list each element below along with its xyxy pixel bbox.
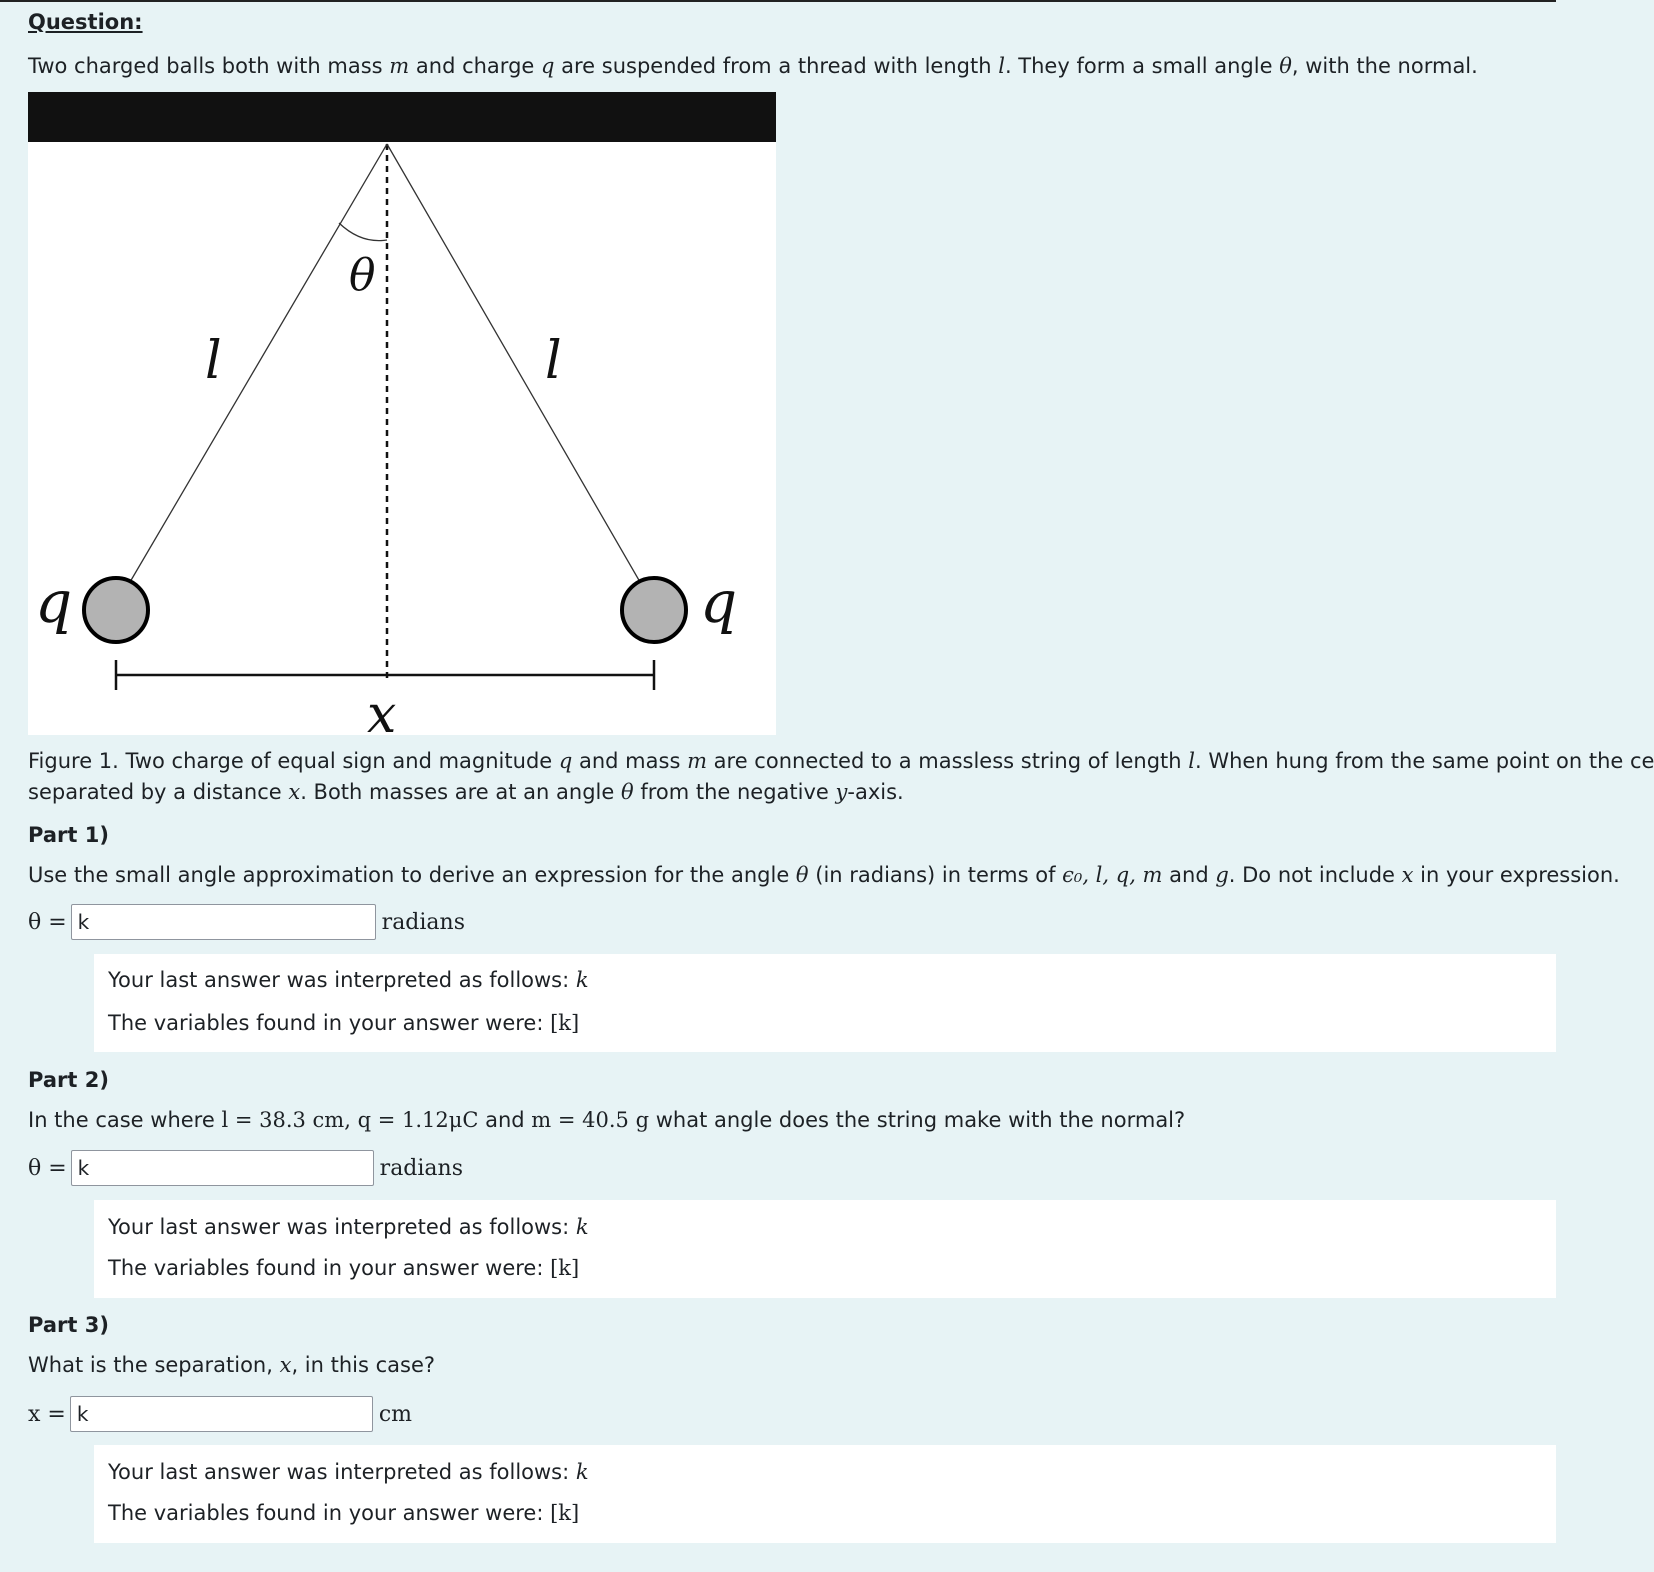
part3-answer-input[interactable] (70, 1396, 373, 1432)
pendulum-diagram (28, 92, 776, 745)
question-heading: Question: (28, 10, 143, 34)
part3-title: Part 3) (28, 1313, 109, 1337)
part1-answer-row (28, 902, 465, 942)
figure-caption-line2: separated by a distance x. Both masses are at an angle θ from the negative y-axis. (28, 780, 904, 804)
label-theta: θ (349, 250, 376, 301)
math-m: m (389, 54, 410, 78)
math-l: l (998, 54, 1005, 78)
ball-right (622, 578, 686, 642)
angle-arc (339, 223, 387, 241)
part3-feedback: Your last answer was interpreted as follows: k The variables found in your answer were: [k] (94, 1445, 1556, 1543)
part1-unit: radians (381, 909, 465, 935)
part1-lhs: θ = (28, 909, 67, 935)
top-border (0, 0, 1556, 2)
ball-left (84, 578, 148, 642)
label-x: x (367, 685, 397, 745)
math-q: q (541, 54, 555, 78)
part2-unit: radians (379, 1155, 463, 1181)
label-l-right: l (545, 331, 562, 391)
part1-answer-input[interactable] (71, 904, 376, 940)
part2-prompt: In the case where l = 38.3 cm, q = 1.12μC and m = 40.5 g what angle does the string make with the normal? (28, 1108, 1186, 1132)
part3-prompt: What is the separation, x, in this case? (28, 1353, 436, 1377)
part1-prompt: Use the small angle approximation to derive an expression for the angle θ (in radians) in terms of ϵ₀, l, q, m and g. Do not include x in your expression. (28, 863, 1620, 887)
figure-pendulum (28, 92, 776, 745)
part2-lhs: θ = (28, 1155, 67, 1181)
question-intro: Two charged balls both with mass m and charge q are suspended from a thread with length l. They form a small angle θ, with the normal. (28, 54, 1478, 78)
part1-title: Part 1) (28, 823, 109, 847)
part2-feedback: Your last answer was interpreted as follows: k The variables found in your answer were: [k] (94, 1200, 1556, 1298)
ceiling (28, 92, 776, 142)
label-l-left: l (205, 331, 222, 391)
part2-answer-row (28, 1148, 463, 1188)
math-theta: θ (1279, 54, 1292, 78)
label-q-left: q (35, 568, 73, 636)
part3-unit: cm (378, 1401, 413, 1427)
string-right (387, 144, 640, 582)
part2-title: Part 2) (28, 1068, 109, 1092)
label-q-right: q (700, 568, 738, 636)
part1-feedback: Your last answer was interpreted as follows: k The variables found in your answer were: [k] (94, 954, 1556, 1052)
part3-lhs: x = (28, 1401, 66, 1427)
part2-answer-input[interactable] (71, 1150, 374, 1186)
part3-answer-row (28, 1394, 412, 1434)
string-left (130, 144, 387, 582)
figure-caption-line1: Figure 1. Two charge of equal sign and magnitude q and mass m are connected to a massless string of length l. When hung from the same point on the ce (28, 749, 1654, 773)
